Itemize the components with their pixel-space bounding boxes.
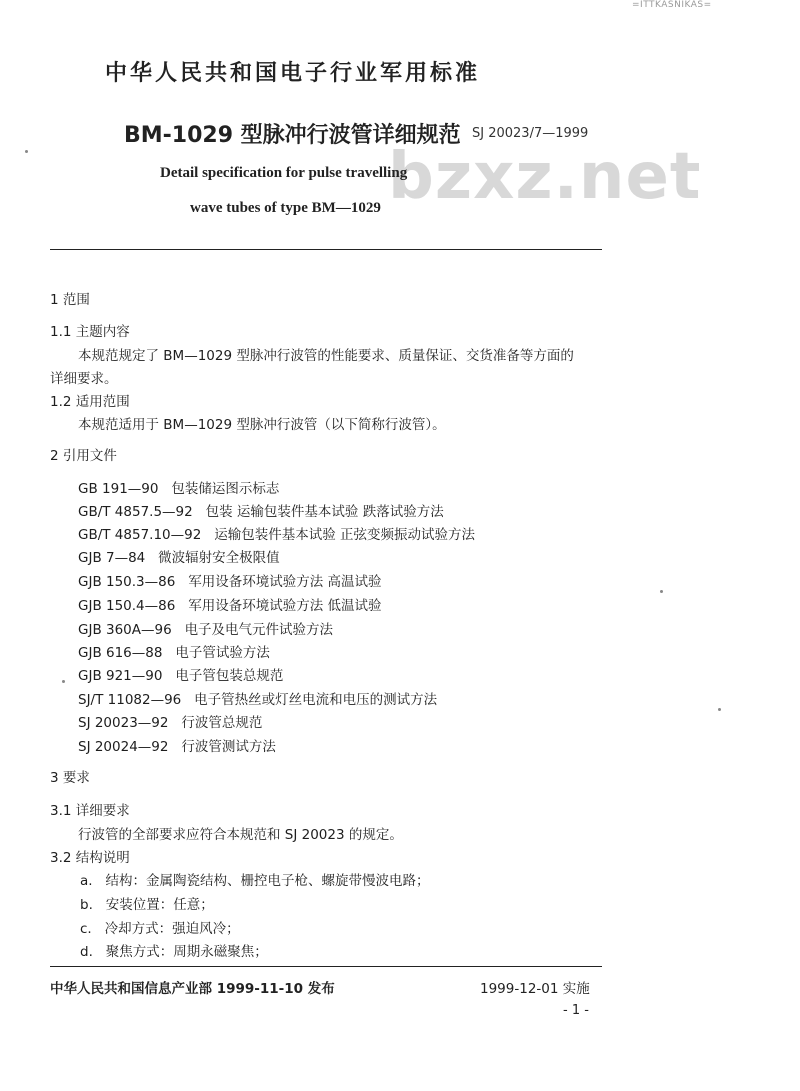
reference-title: 行波管测试方法 <box>181 739 276 755</box>
reference-title: 微波辐射安全极限值 <box>158 550 280 566</box>
top-watermark: =ITTKASNIKAS= <box>632 0 712 10</box>
scan-speck <box>62 680 65 683</box>
reference-item <box>78 711 262 731</box>
scan-speck <box>25 150 28 153</box>
reference-item <box>78 523 475 543</box>
section-3-1-paragraph: 行波管的全部要求应符合本规范和 SJ 20023 的规定。 <box>78 827 403 843</box>
reference-item <box>78 688 437 708</box>
reference-item <box>78 546 280 566</box>
reference-code: GJB 921—90 <box>78 668 163 684</box>
structure-list-item <box>80 893 214 913</box>
reference-item <box>78 618 333 638</box>
section-1-2-heading: 1.2 适用范围 <box>50 394 130 410</box>
reference-title: 电子及电气元件试验方法 <box>184 622 334 638</box>
document-code: SJ 20023/7—1999 <box>472 126 589 141</box>
reference-code: GB 191—90 <box>78 481 159 497</box>
reference-code: SJ 20023—92 <box>78 715 169 731</box>
reference-code: GJB 360A—96 <box>78 622 172 638</box>
reference-title: 包装储运图示标志 <box>171 481 280 497</box>
reference-title: 行波管总规范 <box>181 715 263 731</box>
page-number: - 1 - <box>563 1003 589 1018</box>
section-1-1-paragraph-line-1: 本规范规定了 BM—1029 型脉冲行波管的性能要求、质量保证、交货准备等方面的 <box>78 348 574 364</box>
reference-item <box>78 594 382 614</box>
english-title-line-1: Detail specification for pulse travelling <box>160 165 408 181</box>
section-1-2-paragraph: 本规范适用于 BM—1029 型脉冲行波管（以下简称行波管）。 <box>78 417 446 433</box>
list-marker: d. <box>80 944 93 960</box>
reference-code: GJB 616—88 <box>78 645 163 661</box>
section-2-heading: 2 引用文件 <box>50 448 117 464</box>
scan-speck <box>718 708 721 711</box>
list-text: 结构：金属陶瓷结构、栅控电子枪、螺旋带慢波电路； <box>105 873 430 889</box>
standard-header: 中华人民共和国电子行业军用标准 <box>105 61 481 86</box>
english-title-line-2: wave tubes of type BM—1029 <box>190 200 381 216</box>
document-title: BM-1029 型脉冲行波管详细规范 <box>124 123 461 148</box>
section-3-heading: 3 要求 <box>50 770 90 786</box>
reference-code: GB/T 4857.10—92 <box>78 527 202 543</box>
section-3-1-heading: 3.1 详细要求 <box>50 803 130 819</box>
reference-code: SJ/T 11082—96 <box>78 692 182 708</box>
reference-item <box>78 735 276 755</box>
reference-title: 电子管试验方法 <box>175 645 270 661</box>
reference-item <box>78 500 444 520</box>
list-text: 聚焦方式：周期永磁聚焦； <box>105 944 268 960</box>
section-1-1-heading: 1.1 主题内容 <box>50 324 130 340</box>
reference-item <box>78 664 283 684</box>
reference-code: GJB 7—84 <box>78 550 146 566</box>
reference-item <box>78 641 270 661</box>
structure-list-item <box>80 940 268 960</box>
section-3-2-heading: 3.2 结构说明 <box>50 850 130 866</box>
list-marker: b. <box>80 897 93 913</box>
section-1-1-paragraph-line-2: 详细要求。 <box>50 371 118 387</box>
reference-title: 电子管包装总规范 <box>175 668 284 684</box>
reference-title: 军用设备环境试验方法 低温试验 <box>188 598 382 614</box>
reference-item <box>78 570 382 590</box>
reference-code: GJB 150.4—86 <box>78 598 176 614</box>
list-marker: a. <box>80 873 93 889</box>
reference-code: GJB 150.3—86 <box>78 574 176 590</box>
reference-title: 包装 运输包装件基本试验 跌落试验方法 <box>205 504 444 520</box>
section-1-heading: 1 范围 <box>50 292 90 308</box>
structure-list-item <box>80 917 240 937</box>
bottom-divider <box>50 966 602 967</box>
scan-speck <box>660 590 663 593</box>
list-marker: c. <box>80 921 92 937</box>
reference-title: 运输包装件基本试验 正弦变频振动试验方法 <box>214 527 475 543</box>
issuing-authority: 中华人民共和国信息产业部 1999-11-10 发布 <box>50 981 335 997</box>
structure-list-item <box>80 869 429 889</box>
reference-code: GB/T 4857.5—92 <box>78 504 193 520</box>
effective-date: 1999-12-01 实施 <box>480 981 590 997</box>
reference-code: SJ 20024—92 <box>78 739 169 755</box>
reference-item <box>78 477 279 497</box>
list-text: 冷却方式：强迫风冷； <box>104 921 240 937</box>
reference-title: 电子管热丝或灯丝电流和电压的测试方法 <box>194 692 438 708</box>
site-watermark: bzxz.net <box>388 140 702 214</box>
reference-title: 军用设备环境试验方法 高温试验 <box>188 574 382 590</box>
list-text: 安装位置：任意； <box>105 897 214 913</box>
top-divider <box>50 249 602 250</box>
